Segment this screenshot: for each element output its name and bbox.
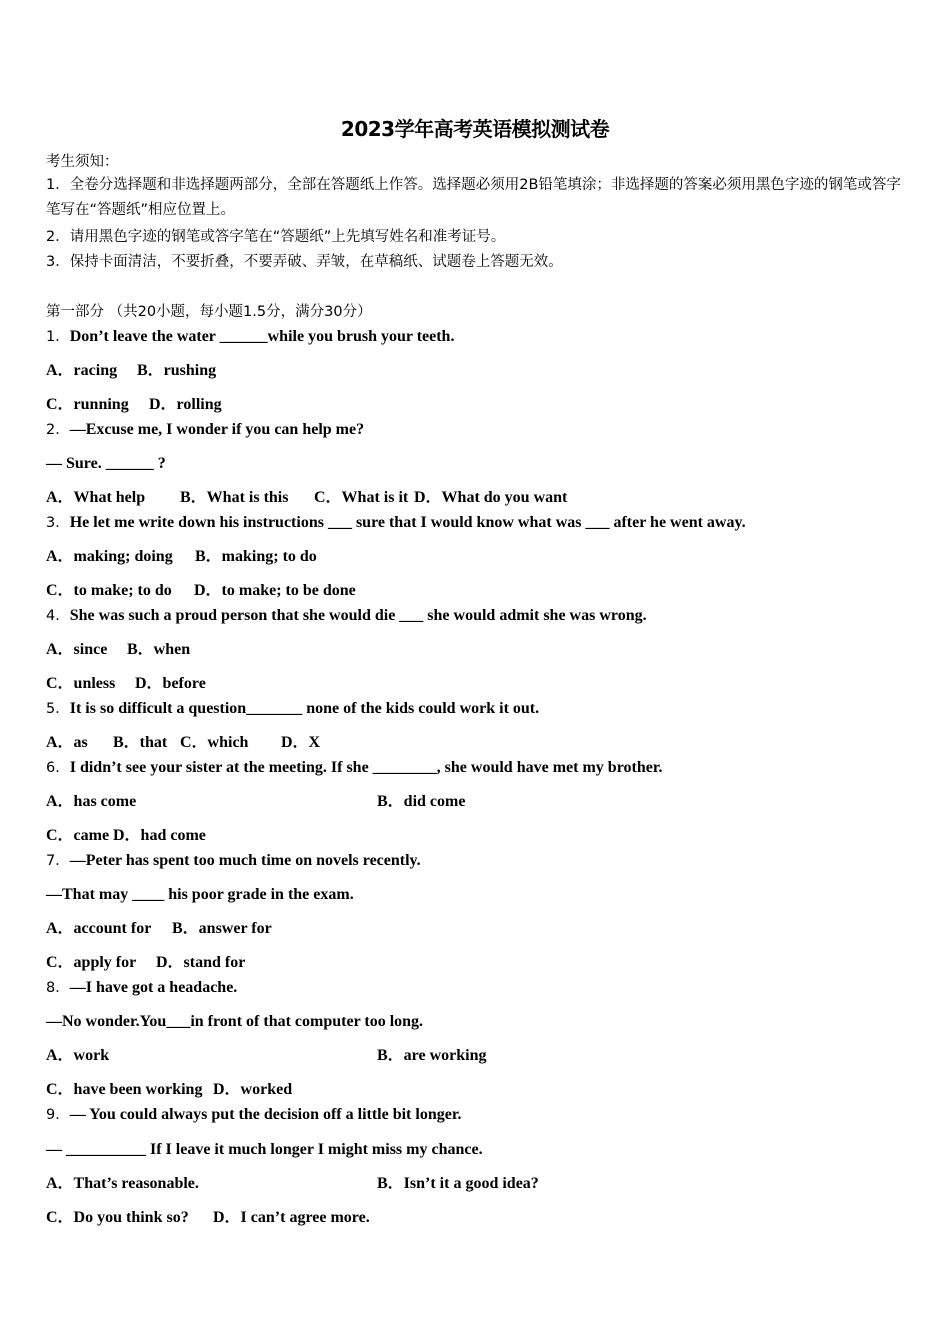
question-stem: —Peter has spent too much time on novels recently. (69, 852, 421, 869)
q1-option-b[interactable]: B．rushing (137, 362, 217, 379)
q8-option-c[interactable]: C．have been working (46, 1081, 203, 1098)
notice-heading: 考生须知： (46, 154, 119, 170)
question-2-reply: — Sure. ______ ? (46, 455, 166, 472)
q5-option-b[interactable]: B．that (113, 734, 168, 751)
q8-option-a[interactable]: A．work (46, 1047, 110, 1064)
q9-option-b[interactable]: B．Isn’t it a good idea? (377, 1175, 539, 1192)
question-number: 4． (46, 608, 70, 624)
q4-option-d[interactable]: D．before (135, 675, 206, 692)
q2-option-d[interactable]: D．What do you want (414, 489, 568, 506)
q2-option-b[interactable]: B．What is this (180, 489, 289, 506)
q7-option-b[interactable]: B．answer for (172, 920, 272, 937)
question-number: 8． (46, 980, 70, 996)
question-stem: I didn’t see your sister at the meeting. If she ________, she would have met my brother. (69, 759, 663, 776)
q3-option-b[interactable]: B．making; to do (195, 548, 317, 565)
question-stem: Don’t leave the water ______while you brush your teeth. (69, 328, 455, 345)
q1-option-a[interactable]: A．racing (46, 362, 118, 379)
question-2 (46, 420, 364, 440)
q8-option-b[interactable]: B．are working (377, 1047, 487, 1064)
question-7 (46, 851, 421, 871)
q9-option-c[interactable]: C．Do you think so? (46, 1209, 189, 1226)
question-8-reply: —No wonder.You___in front of that computer too long. (46, 1013, 424, 1030)
q9-option-d[interactable]: D．I can’t agree more. (213, 1209, 370, 1226)
question-9-reply: — __________ If I leave it much longer I might miss my chance. (46, 1141, 483, 1158)
question-8 (46, 978, 237, 998)
question-number: 9． (46, 1107, 70, 1123)
question-stem: She was such a proud person that she would die ___ she would admit she was wrong. (69, 607, 647, 624)
q6-option-a[interactable]: A．has come (46, 793, 137, 810)
question-stem: —Excuse me, I wonder if you can help me? (69, 421, 365, 438)
q3-option-d[interactable]: D．to make; to be done (194, 582, 356, 599)
question-5 (46, 699, 539, 719)
question-number: 1． (46, 329, 70, 345)
notice-item-1: 1．全卷分选择题和非选择题两部分，全部在答题纸上作答。选择题必须用2B铅笔填涂；非选择题的答案必须用黑色字迹的钢笔或答字笔写在“答题纸”相应位置上。 (46, 177, 901, 218)
question-7-reply: —That may ____ his poor grade in the exam. (46, 886, 354, 903)
question-6 (46, 758, 662, 778)
q3-option-c[interactable]: C．to make; to do (46, 582, 172, 599)
q4-option-c[interactable]: C．unless (46, 675, 116, 692)
q5-option-a[interactable]: A．as (46, 734, 88, 751)
q7-option-d[interactable]: D．stand for (156, 954, 246, 971)
q7-option-c[interactable]: C．apply for (46, 954, 137, 971)
question-number: 3． (46, 515, 70, 531)
page-title: 2023学年高考英语模拟测试卷 (340, 117, 610, 141)
question-stem: It is so difficult a question_______ none of the kids could work it out. (69, 700, 540, 717)
question-4 (46, 606, 647, 626)
q8-option-d[interactable]: D．worked (213, 1081, 293, 1098)
q1-option-d[interactable]: D．rolling (149, 396, 222, 413)
notice-item-2: 2．请用黑色字迹的钢笔或答字笔在“答题纸”上先填写姓名和准考证号。 (46, 229, 506, 245)
q9-option-a[interactable]: A．That’s reasonable. (46, 1175, 199, 1192)
q5-option-c[interactable]: C．which (180, 734, 249, 751)
question-stem: —I have got a headache. (69, 979, 238, 996)
q7-option-a[interactable]: A．account for (46, 920, 152, 937)
q5-option-d[interactable]: D．X (281, 734, 321, 751)
q2-option-a[interactable]: A．What help (46, 489, 146, 506)
question-number: 2． (46, 422, 70, 438)
q6-option-d[interactable]: D．had come (113, 827, 206, 844)
q6-option-c[interactable]: C．came (46, 827, 110, 844)
q2-option-c[interactable]: C．What is it (314, 489, 409, 506)
q3-option-a[interactable]: A．making; doing (46, 548, 173, 565)
question-stem: — You could always put the decision off a little bit longer. (69, 1106, 462, 1123)
q1-option-c[interactable]: C．running (46, 396, 129, 413)
section-heading: 第一部分 （共20小题，每小题1.5分，满分30分） (46, 304, 372, 320)
notice-item-3: 3．保持卡面清洁，不要折叠，不要弄破、弄皱，在草稿纸、试题卷上答题无效。 (46, 254, 563, 270)
question-stem: He let me write down his instructions ___ sure that I would know what was ___ after he went away. (69, 514, 746, 531)
question-number: 6． (46, 760, 70, 776)
question-3 (46, 513, 746, 533)
question-number: 7． (46, 853, 70, 869)
question-1 (46, 327, 454, 347)
q4-option-b[interactable]: B．when (127, 641, 191, 658)
q4-option-a[interactable]: A．since (46, 641, 108, 658)
question-number: 5． (46, 701, 70, 717)
q6-option-b[interactable]: B．did come (377, 793, 466, 810)
question-9 (46, 1105, 461, 1125)
